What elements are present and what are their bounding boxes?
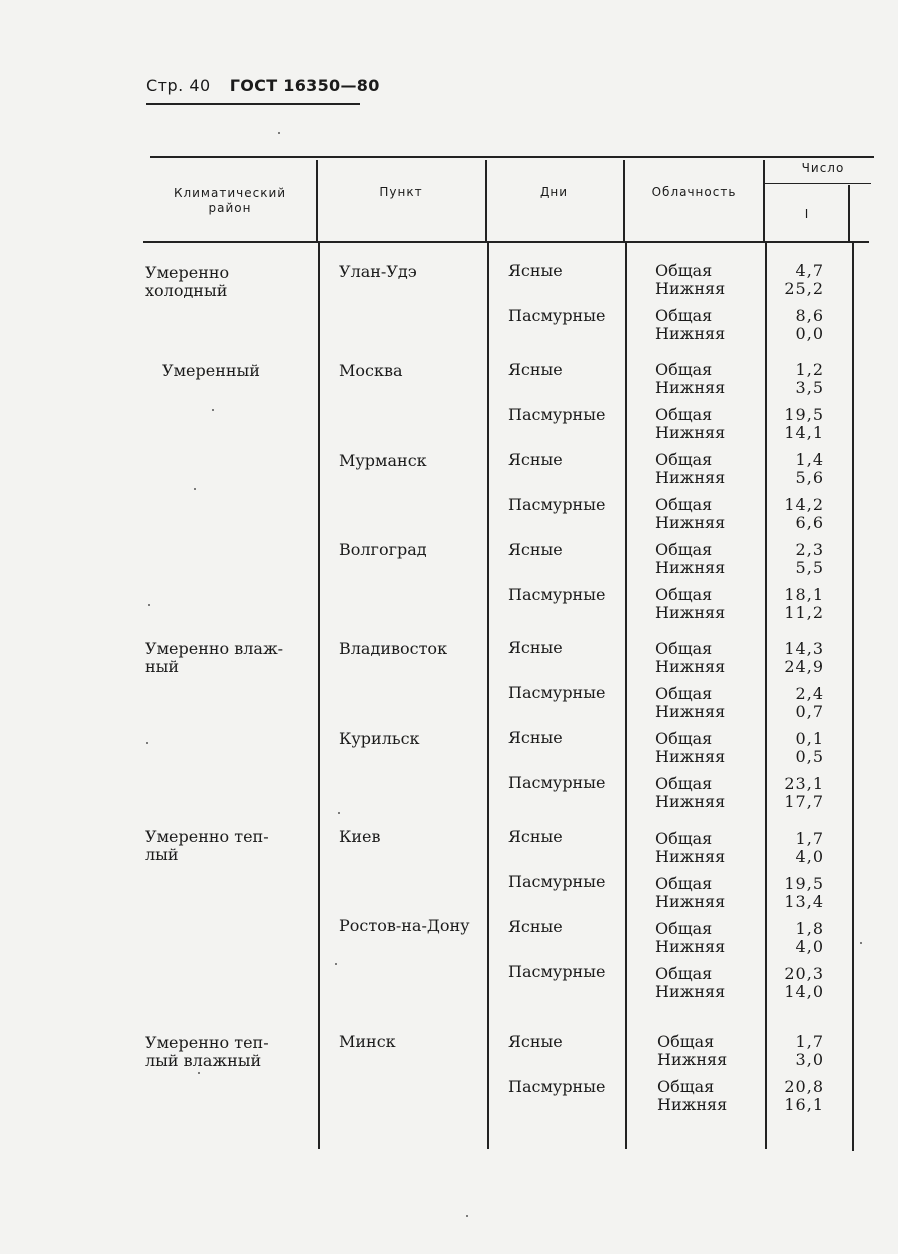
point-cell: Курильск <box>339 729 420 748</box>
cloud-type-cell: Нижняя <box>655 513 726 532</box>
page-header <box>146 76 380 95</box>
value-cell: 5,5 <box>795 558 824 577</box>
value-cell: 23,1 <box>784 774 824 793</box>
point-cell: Улан-Удэ <box>339 262 417 281</box>
value-cell: 0,7 <box>795 702 824 721</box>
value-cell: 14,2 <box>784 495 824 514</box>
column-header-days: Дни <box>539 185 569 199</box>
scan-speck <box>212 409 214 411</box>
cloud-type-cell: Общая <box>657 1077 715 1096</box>
value-cell: 6,6 <box>795 513 824 532</box>
body-divider-1 <box>318 243 320 1149</box>
day-type-cell: Пасмурные <box>508 405 606 424</box>
value-cell: 24,9 <box>784 657 824 676</box>
day-type-cell: Пасмурные <box>508 306 606 325</box>
value-cell: 1,4 <box>795 450 824 469</box>
cloud-type-cell: Нижняя <box>655 982 726 1001</box>
cloud-type-cell: Нижняя <box>655 892 726 911</box>
scan-speck <box>148 604 150 606</box>
scan-speck <box>466 1215 468 1217</box>
scan-speck <box>335 963 337 965</box>
scan-speck <box>338 812 340 814</box>
value-cell: 19,5 <box>784 874 824 893</box>
page-number: Стр. 40 <box>146 76 211 95</box>
point-cell: Минск <box>339 1032 396 1051</box>
value-cell: 2,3 <box>795 540 824 559</box>
value-cell: 3,5 <box>795 378 824 397</box>
cloud-type-cell: Нижняя <box>655 792 726 811</box>
day-type-cell: Пасмурные <box>508 962 606 981</box>
column-divider-1 <box>316 160 318 242</box>
day-type-cell: Ясные <box>508 728 563 747</box>
table-top-rule <box>150 156 874 158</box>
scan-speck <box>860 942 862 944</box>
point-cell: Волгоград <box>339 540 427 559</box>
cloud-type-cell: Общая <box>655 450 713 469</box>
day-type-cell: Ясные <box>508 450 563 469</box>
value-cell: 14,3 <box>784 639 824 658</box>
value-cell: 0,0 <box>795 324 824 343</box>
cloud-type-cell: Общая <box>655 360 713 379</box>
cloud-type-cell: Общая <box>655 540 713 559</box>
column-header-number-month: I <box>804 207 810 221</box>
region-cell: Умеренно влаж- ный <box>145 639 284 676</box>
day-type-cell: Ясные <box>508 1032 563 1051</box>
value-cell: 11,2 <box>784 603 824 622</box>
day-type-cell: Пасмурные <box>508 1077 606 1096</box>
day-type-cell: Пасмурные <box>508 585 606 604</box>
day-type-cell: Пасмурные <box>508 872 606 891</box>
day-type-cell: Пасмурные <box>508 683 606 702</box>
value-cell: 1,2 <box>795 360 824 379</box>
scan-speck <box>198 1072 200 1074</box>
cloud-type-cell: Нижняя <box>655 747 726 766</box>
cloud-type-cell: Общая <box>655 964 713 983</box>
standard-id: ГОСТ 16350—80 <box>229 76 380 95</box>
column-divider-3 <box>623 160 625 242</box>
table-header-bottom-rule <box>143 241 869 243</box>
day-type-cell: Ясные <box>508 360 563 379</box>
value-cell: 1,7 <box>795 829 824 848</box>
cloud-type-cell: Общая <box>655 306 713 325</box>
cloud-type-cell: Общая <box>657 1032 715 1051</box>
column-header-point: Пункт <box>379 185 423 199</box>
value-cell: 25,2 <box>784 279 824 298</box>
value-cell: 0,1 <box>795 729 824 748</box>
column-header-region: Климатический район <box>173 186 287 215</box>
point-cell: Владивосток <box>339 639 448 658</box>
cloud-type-cell: Общая <box>655 684 713 703</box>
day-type-cell: Ясные <box>508 540 563 559</box>
value-cell: 2,4 <box>795 684 824 703</box>
point-cell: Мурманск <box>339 451 427 470</box>
region-cell: Умеренный <box>162 361 260 380</box>
day-type-cell: Пасмурные <box>508 495 606 514</box>
number-subheader-rule <box>765 183 871 184</box>
day-type-cell: Пасмурные <box>508 773 606 792</box>
cloud-type-cell: Нижняя <box>657 1095 728 1114</box>
cloud-type-cell: Общая <box>655 639 713 658</box>
value-cell: 4,7 <box>795 261 824 280</box>
value-cell: 14,0 <box>784 982 824 1001</box>
body-divider-3 <box>625 243 627 1149</box>
header-underline <box>146 103 360 105</box>
value-cell: 5,6 <box>795 468 824 487</box>
value-cell: 1,8 <box>795 919 824 938</box>
day-type-cell: Ясные <box>508 638 563 657</box>
point-cell: Ростов-на-Дону <box>339 916 470 935</box>
value-cell: 19,5 <box>784 405 824 424</box>
scan-speck <box>146 742 148 744</box>
column-divider-4 <box>763 160 765 242</box>
cloud-type-cell: Нижняя <box>655 657 726 676</box>
cloud-type-cell: Нижняя <box>655 279 726 298</box>
value-cell: 14,1 <box>784 423 824 442</box>
scan-speck <box>194 488 196 490</box>
value-cell: 17,7 <box>784 792 824 811</box>
cloud-type-cell: Общая <box>655 919 713 938</box>
region-cell: Умеренно холодный <box>145 263 230 300</box>
cloud-type-cell: Общая <box>655 874 713 893</box>
day-type-cell: Ясные <box>508 261 563 280</box>
column-header-cloudiness: Облачность <box>651 185 737 199</box>
value-cell: 4,0 <box>795 847 824 866</box>
cloud-type-cell: Нижняя <box>655 378 726 397</box>
cloud-type-cell: Общая <box>655 585 713 604</box>
cloud-type-cell: Нижняя <box>655 558 726 577</box>
value-cell: 20,3 <box>784 964 824 983</box>
body-divider-5 <box>852 243 854 1151</box>
cloud-type-cell: Нижняя <box>655 423 726 442</box>
value-cell: 16,1 <box>784 1095 824 1114</box>
cloud-type-cell: Общая <box>655 829 713 848</box>
cloud-type-cell: Нижняя <box>655 468 726 487</box>
value-cell: 3,0 <box>795 1050 824 1069</box>
region-cell: Умеренно теп- лый влажный <box>145 1033 269 1070</box>
cloud-type-cell: Нижняя <box>655 324 726 343</box>
day-type-cell: Ясные <box>508 917 563 936</box>
cloud-type-cell: Общая <box>655 495 713 514</box>
value-cell: 4,0 <box>795 937 824 956</box>
cloud-type-cell: Общая <box>655 729 713 748</box>
column-divider-2 <box>485 160 487 242</box>
cloud-type-cell: Общая <box>655 405 713 424</box>
cloud-type-cell: Общая <box>655 261 713 280</box>
region-cell: Умеренно теп- лый <box>145 827 269 864</box>
value-cell: 13,4 <box>784 892 824 911</box>
value-cell: 1,7 <box>795 1032 824 1051</box>
point-cell: Киев <box>339 827 381 846</box>
value-cell: 20,8 <box>784 1077 824 1096</box>
value-cell: 0,5 <box>795 747 824 766</box>
column-header-number: Число <box>801 161 845 175</box>
point-cell: Москва <box>339 361 403 380</box>
cloud-type-cell: Нижняя <box>657 1050 728 1069</box>
value-cell: 8,6 <box>795 306 824 325</box>
scan-speck <box>278 132 280 134</box>
body-divider-2 <box>487 243 489 1149</box>
cloud-type-cell: Нижняя <box>655 937 726 956</box>
cloud-type-cell: Общая <box>655 774 713 793</box>
value-cell: 18,1 <box>784 585 824 604</box>
day-type-cell: Ясные <box>508 827 563 846</box>
cloud-type-cell: Нижняя <box>655 847 726 866</box>
cloud-type-cell: Нижняя <box>655 702 726 721</box>
column-divider-5 <box>848 185 850 242</box>
cloud-type-cell: Нижняя <box>655 603 726 622</box>
